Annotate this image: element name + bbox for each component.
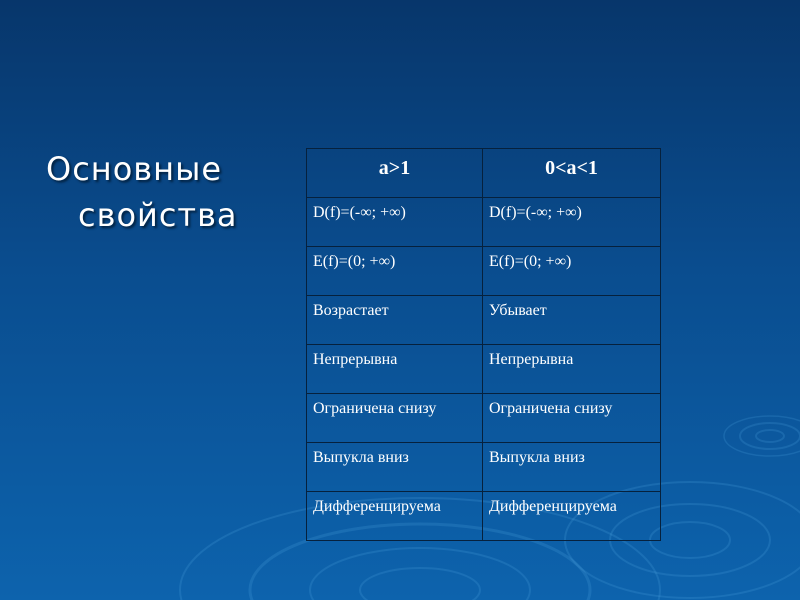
table-row bbox=[307, 394, 661, 443]
slide-title-line2: свойства bbox=[78, 196, 238, 234]
slide-title-line1: Основные bbox=[46, 150, 223, 188]
table-cell: E(f)=(0; +∞) bbox=[483, 247, 661, 296]
table-cell: Дифференцируема bbox=[483, 492, 661, 541]
table-cell: Выпукла вниз bbox=[307, 443, 483, 492]
table-cell: Ограничена снизу bbox=[307, 394, 483, 443]
header-a-between-0-1: 0<a<1 bbox=[483, 149, 661, 198]
table-row bbox=[307, 198, 661, 247]
slide-title bbox=[46, 146, 238, 238]
table-cell: Возрастает bbox=[307, 296, 483, 345]
table-cell: Убывает bbox=[483, 296, 661, 345]
properties-table bbox=[306, 148, 661, 541]
table-cell: Ограничена снизу bbox=[483, 394, 661, 443]
table-cell: D(f)=(-∞; +∞) bbox=[483, 198, 661, 247]
table-row bbox=[307, 247, 661, 296]
table-row bbox=[307, 296, 661, 345]
table-row bbox=[307, 492, 661, 541]
table-row bbox=[307, 443, 661, 492]
header-a-greater-1: a>1 bbox=[307, 149, 483, 198]
table-cell: E(f)=(0; +∞) bbox=[307, 247, 483, 296]
table-cell: Выпукла вниз bbox=[483, 443, 661, 492]
table-row bbox=[307, 345, 661, 394]
table-cell: D(f)=(-∞; +∞) bbox=[307, 198, 483, 247]
table-cell: Непрерывна bbox=[307, 345, 483, 394]
table-cell: Дифференцируема bbox=[307, 492, 483, 541]
table-cell: Непрерывна bbox=[483, 345, 661, 394]
table-header-row bbox=[307, 149, 661, 198]
